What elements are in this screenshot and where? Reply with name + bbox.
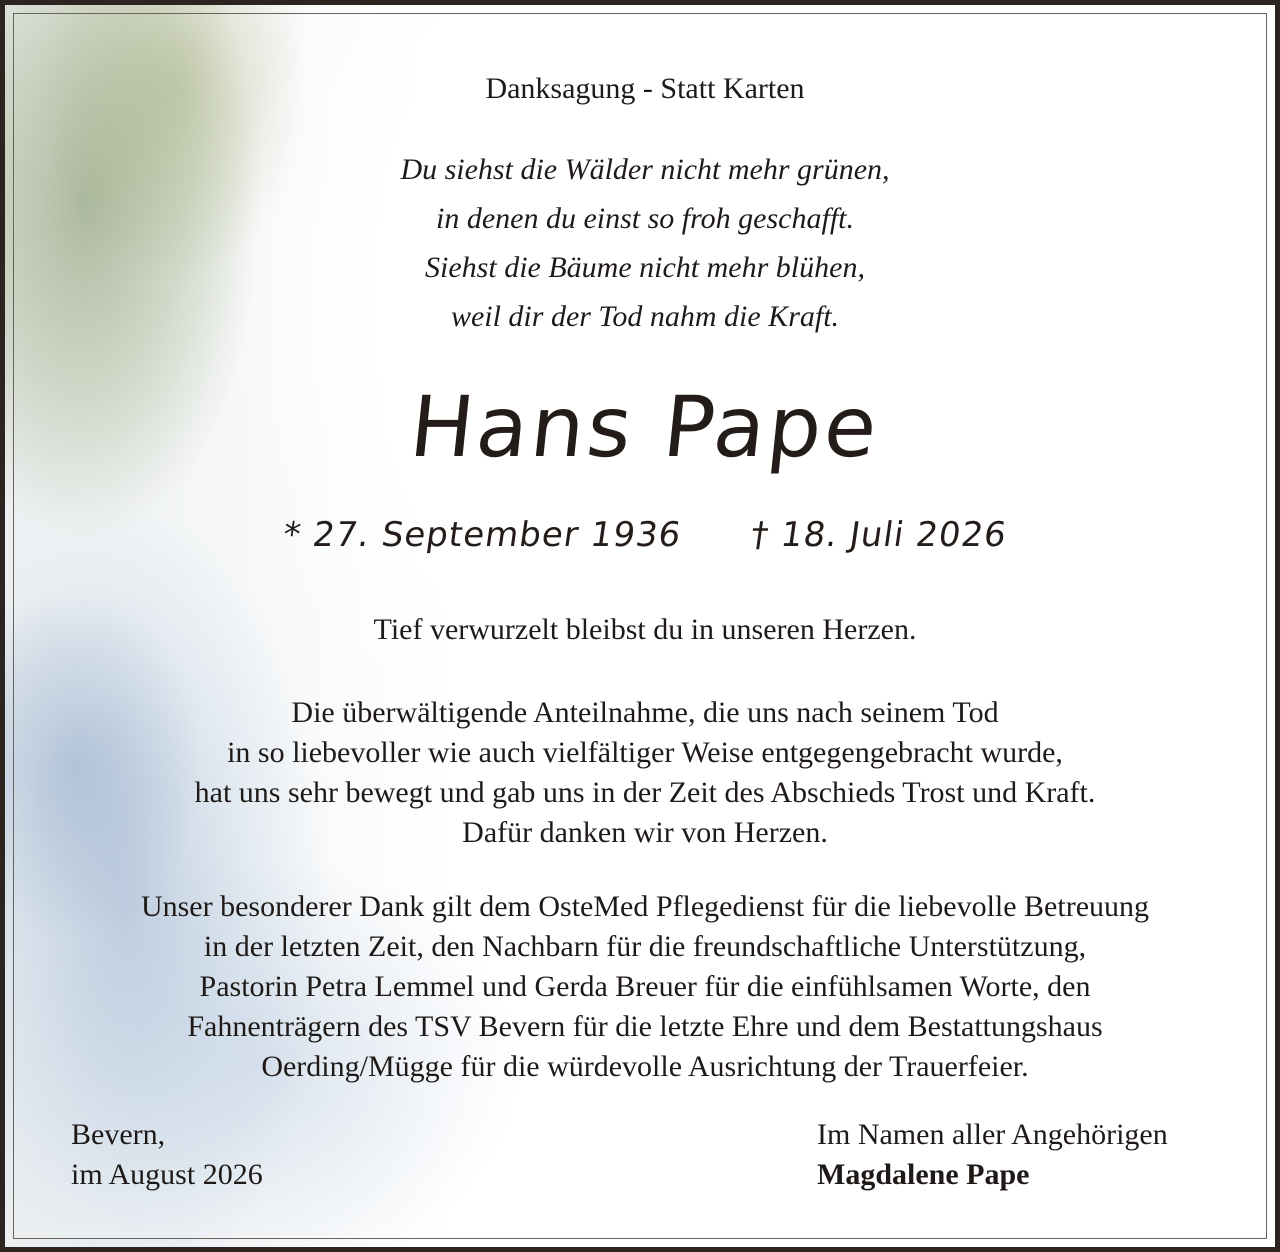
paragraph-line: Die überwältigende Anteilnahme, die uns nach seinem Tod xyxy=(291,696,999,729)
signature-block xyxy=(817,1115,1168,1195)
paragraph-line: in der letzten Zeit, den Nachbarn für die freundschaftliche Unterstützung, xyxy=(203,930,1087,963)
notice-heading: Danksagung - Statt Karten xyxy=(485,72,805,105)
paragraph-line: Pastorin Petra Lemmel und Gerda Breuer für die einfühlsamen Worte, den xyxy=(199,970,1091,1003)
paragraph-line: hat uns sehr bewegt und gab uns in der Zeit des Abschieds Trost und Kraft. xyxy=(194,776,1096,809)
paragraph-line: Dafür danken wir von Herzen. xyxy=(462,816,828,849)
obituary-content xyxy=(5,5,1280,1252)
death-date: † 18. Juli 2026 xyxy=(748,515,1010,555)
paragraph-line: in so liebevoller wie auch vielfältiger Weise entgegengebracht wurde, xyxy=(227,736,1063,769)
signer-name: Magdalene Pape xyxy=(817,1158,1030,1191)
motto: Tief verwurzelt bleibst du in unseren Herzen. xyxy=(373,613,917,646)
poem xyxy=(5,145,1280,341)
deceased-name: Hans Pape xyxy=(405,378,885,476)
poem-line: Siehst die Bäume nicht mehr blühen, xyxy=(425,251,865,284)
poem-line: weil dir der Tod nahm die Kraft. xyxy=(450,300,840,333)
birth-date: * 27. September 1936 xyxy=(280,515,685,555)
poem-line: Du siehst die Wälder nicht mehr grünen, xyxy=(400,153,890,186)
thanks-paragraph-2 xyxy=(5,887,1280,1087)
place-line: Bevern, xyxy=(71,1118,166,1151)
date-line: im August 2026 xyxy=(71,1158,263,1191)
paragraph-line: Oerding/Mügge für die würdevolle Ausrichtung der Trauerfeier. xyxy=(261,1050,1029,1083)
thanks-paragraph-1 xyxy=(5,693,1280,853)
paragraph-line: Fahnenträgern des TSV Bevern für die letzte Ehre und dem Bestattungshaus xyxy=(187,1010,1103,1043)
life-dates xyxy=(2,513,1280,557)
poem-line: in denen du einst so froh geschafft. xyxy=(435,202,854,235)
paragraph-line: Unser besonderer Dank gilt dem OsteMed Pflegedienst für die liebevolle Betreuung xyxy=(140,890,1150,923)
place-and-date xyxy=(71,1115,263,1195)
signature-intro: Im Namen aller Angehörigen xyxy=(817,1118,1168,1151)
